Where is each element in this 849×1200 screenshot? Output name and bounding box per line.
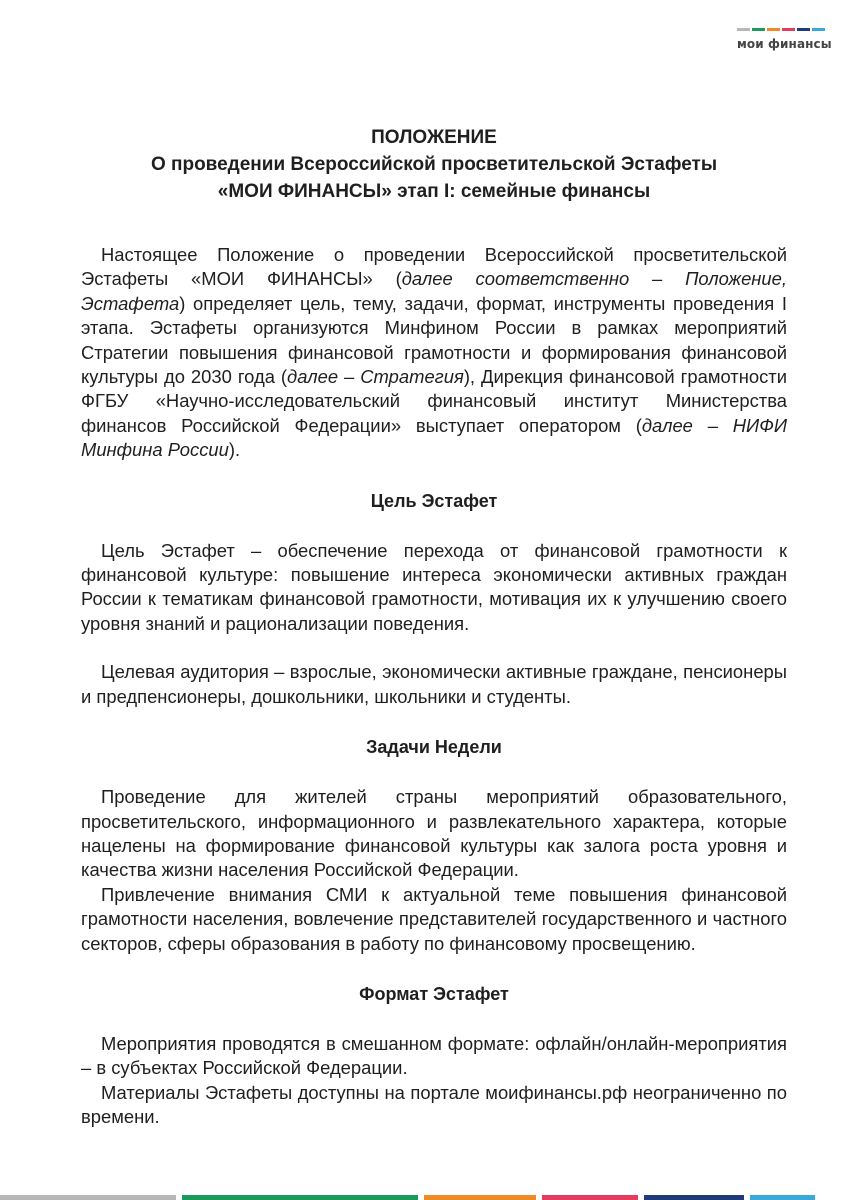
footer-bar-segment [182, 1195, 418, 1200]
intro-paragraph [81, 243, 787, 463]
logo-stripe [767, 28, 780, 31]
logo-stripe [782, 28, 795, 31]
title-line-2: О проведении Всероссийской просветительской Эстафеты [150, 154, 718, 175]
tasks-heading: Задачи Недели [366, 737, 502, 758]
logo-stripe [737, 28, 750, 31]
intro-italic-2: далее – Стратегия [287, 366, 464, 388]
intro-text-4: ). [228, 439, 241, 461]
footer-color-bar [0, 1195, 849, 1200]
intro-text-1: Настоящее Положение о проведении Всероссийской просветительской Эстафеты «МОИ ФИНАНСЫ» ( [81, 244, 787, 290]
intro-italic-1: далее соответственно – Положение, Эстафета [81, 268, 787, 314]
logo-text: мои финансы [737, 37, 832, 51]
footer-bar-segment [424, 1195, 536, 1200]
document-body [81, 124, 787, 1130]
logo-stripe [797, 28, 810, 31]
footer-bar-segment [0, 1195, 176, 1200]
logo-stripe [752, 28, 765, 31]
footer-bar-segment [644, 1195, 744, 1200]
format-paragraph-1: Мероприятия проводятся в смешанном формате: офлайн/онлайн-мероприятия – в субъектах Российской Федерации. [81, 1032, 787, 1079]
format-heading: Формат Эстафет [359, 983, 509, 1004]
logo-stripe [812, 28, 825, 31]
title-line-3: «МОИ ФИНАНСЫ» этап I: семейные финансы [217, 181, 651, 202]
footer-bar-segment [542, 1195, 638, 1200]
logo-stripes [737, 28, 825, 31]
goal-heading: Цель Эстафет [370, 490, 498, 511]
logo [737, 28, 832, 51]
intro-italic-3: далее – НИФИ Минфина России [81, 414, 787, 461]
goal-paragraph-2: Целевая аудитория – взрослые, экономически активные граждане, пенсионеры и предпенсионеры, дошкольники, школьники и студенты. [81, 661, 787, 707]
goal-paragraph-1: Цель Эстафет – обеспечение перехода от финансовой грамотности к финансовой культуре: повышение интереса экономически активных граждан России к тематикам финансовой грамотности, мотивация их к улучшению своего уровня знаний и рационализации поведения. [81, 539, 787, 634]
footer-bar-segment [750, 1195, 815, 1200]
tasks-paragraph-2: Привлечение внимания СМИ к актуальной теме повышения финансовой грамотности населения, вовлечение представителей государственного и частного секторов, сферы образования в работу по финансовому просвещению. [81, 883, 787, 954]
document-title [81, 124, 787, 205]
format-paragraph-2: Материалы Эстафеты доступны на портале моифинансы.рф неограниченно по времени. [81, 1081, 787, 1128]
intro-text-2: ) определяет цель, тему, задачи, формат, инструменты проведения I этапа. Эстафеты организуются Минфином России в рамках мероприятий Стратегии повышения финансовой грамотности и формирования финансовой культуры до 2030 года ( [81, 292, 787, 388]
tasks-paragraph-1: Проведение для жителей страны мероприятий образовательного, просветительского, информационного и развлекательного характера, которые нацелены на формирование финансовой культуры как залога роста уровня и качества жизни населения Российской Федерации. [81, 786, 787, 881]
title-line-1: ПОЛОЖЕНИЕ [371, 127, 497, 148]
intro-text-3: ), Дирекция финансовой грамотности ФГБУ «Научно-исследовательский финансовый институт Министерства финансов Российской Федерации» выступает оператором ( [81, 366, 787, 436]
